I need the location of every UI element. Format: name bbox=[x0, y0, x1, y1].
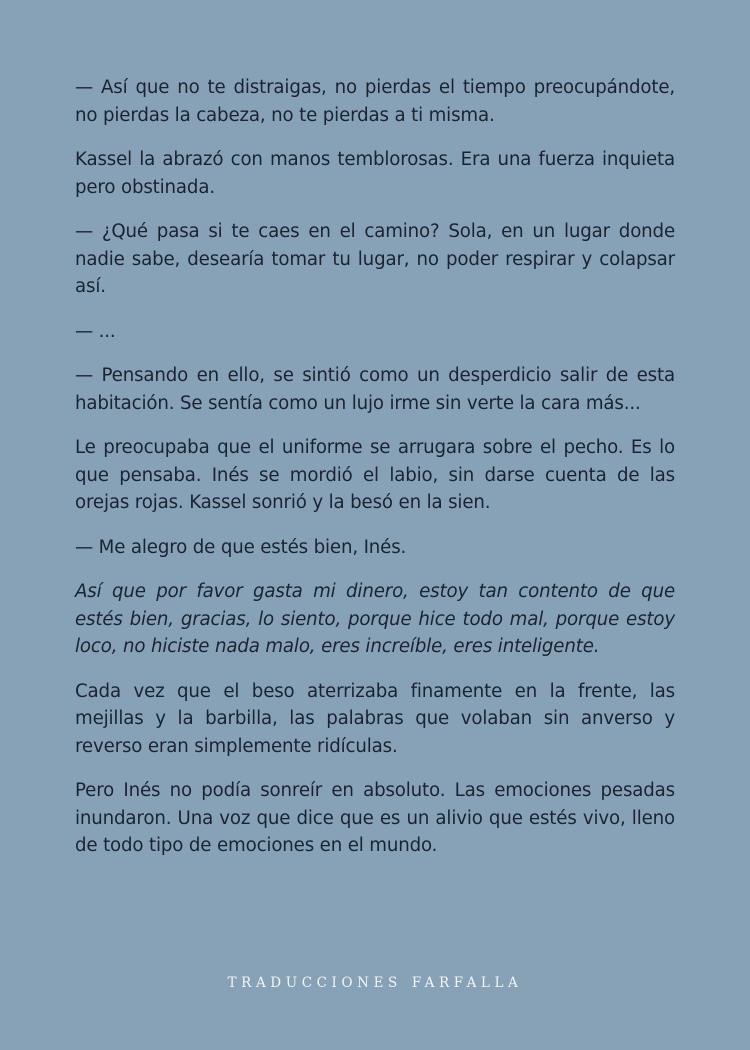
page-body bbox=[75, 74, 675, 877]
paragraph-10: Pero Inés no podía sonreír en absoluto. Las emociones pesadas inundaron. Una voz que dice que es un alivio que estés vivo, lleno de todo tipo de emociones en el mundo. bbox=[75, 780, 675, 856]
paragraph-1: — Así que no te distraigas, no pierdas el tiempo preocupándote, no pierdas la cabeza, no te pierdas a ti misma. bbox=[75, 77, 675, 126]
paragraph-8-italic: Así que por favor gasta mi dinero, estoy tan contento de que estés bien, gracias, lo siento, porque hice todo mal, porque estoy loco, no hiciste nada malo, eres increíble, eres inteligente. bbox=[75, 581, 675, 657]
paragraph-7: — Me alegro de que estés bien, Inés. bbox=[75, 536, 407, 558]
paragraph-9: Cada vez que el beso aterrizaba finamente en la frente, las mejillas y la barbilla, las palabras que volaban sin anverso y reverso eran simplemente ridículas. bbox=[75, 680, 675, 757]
paragraph-3: — ¿Qué pasa si te caes en el camino? Sola, en un lugar donde nadie sabe, desearía tomar tu lugar, no poder respirar y colapsar así. bbox=[75, 221, 675, 297]
paragraph-2: Kassel la abrazó con manos temblorosas. Era una fuerza inquieta pero obstinada. bbox=[75, 149, 675, 198]
footer-word-1: TRADUCCIONES bbox=[227, 975, 402, 991]
paragraph-4: — ... bbox=[75, 320, 116, 342]
paragraph-6: Le preocupaba que el uniforme se arrugara sobre el pecho. Es lo que pensaba. Inés se mordió el labio, sin darse cuenta de las orejas rojas. Kassel sonrió y la besó en la sien. bbox=[75, 437, 675, 513]
paragraph-5: — Pensando en ello, se sintió como un desperdicio salir de esta habitación. Se sentía como un lujo irme sin verte la cara más... bbox=[75, 365, 675, 414]
footer-word-2: FARFALLA bbox=[411, 975, 523, 991]
footer-credit bbox=[0, 975, 750, 991]
